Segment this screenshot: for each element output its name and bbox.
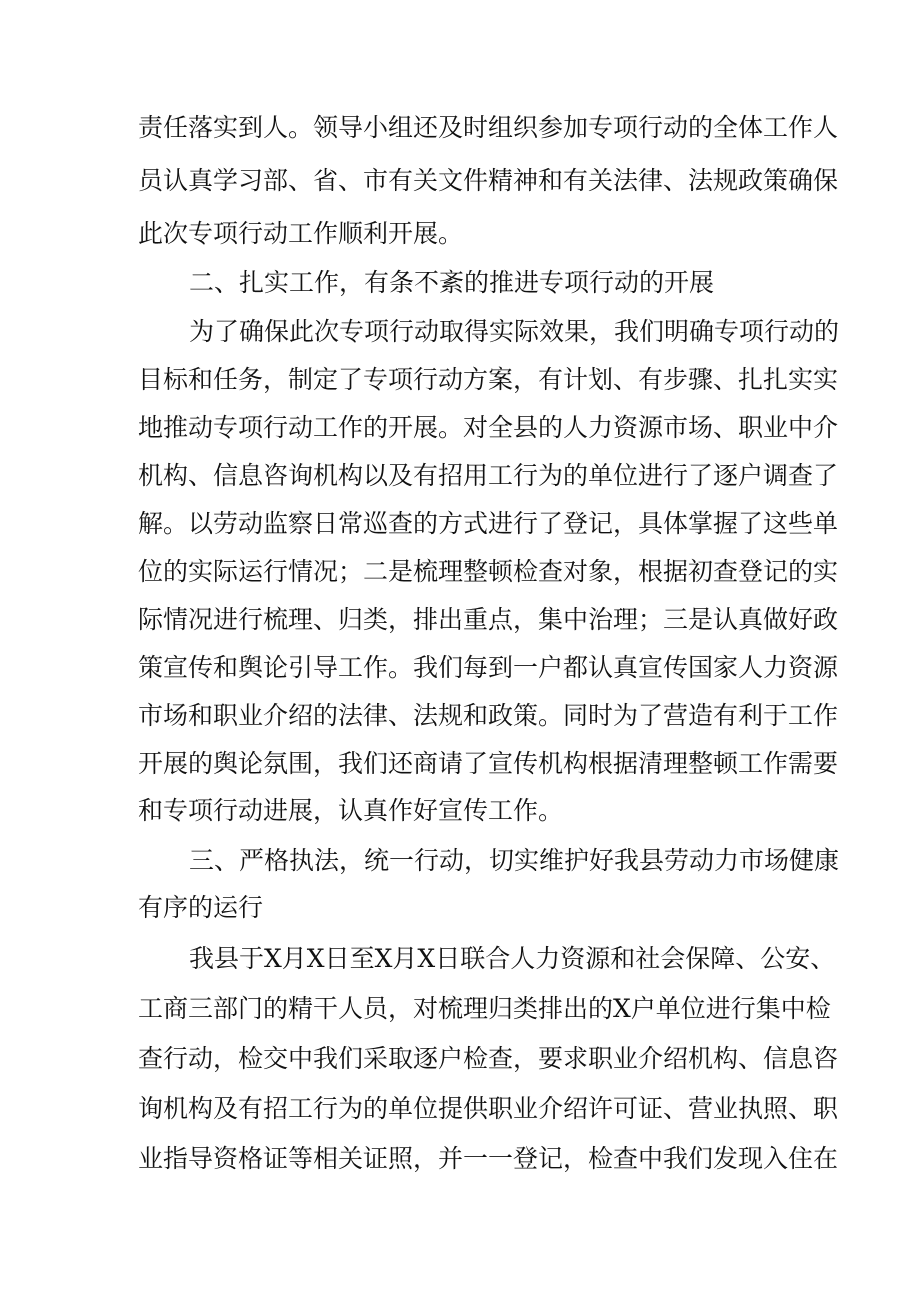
- paragraph-3-line-11: 和专项行动进展，认真作好宣传工作。: [138, 796, 564, 825]
- paragraph-1-line-3: 此次专项行动工作顺利开展。: [138, 219, 464, 248]
- paragraph-3-line-4: 机构、信息咨询机构以及有招用工行为的单位进行了逐户调查了: [138, 461, 839, 490]
- section-heading-3-line-1: 三、严格执法，统一行动，切实维护好我县劳动力市场健康: [189, 846, 840, 875]
- paragraph-3-line-9: 市场和职业介绍的法律、法规和政策。同时为了营造有利于工作: [138, 701, 839, 730]
- paragraph-3-line-8: 策宣传和舆论引导工作。我们每到一户都认真宣传国家人力资源: [138, 653, 839, 682]
- paragraph-3-line-7: 际情况进行梳理、归类，排出重点，集中治理；三是认真做好政: [138, 605, 839, 634]
- paragraph-1-line-2: 员认真学习部、省、市有关文件精神和有关法律、法规政策确保: [138, 166, 839, 195]
- paragraph-5-line-5: 业指导资格证等相关证照，并一一登记，检查中我们发现入住在: [138, 1144, 839, 1173]
- paragraph-3-line-2: 目标和任务，制定了专项行动方案，有计划、有步骤、扎扎实实: [138, 365, 839, 394]
- paragraph-3-line-1: 为了确保此次专项行动取得实际效果，我们明确专项行动的: [189, 317, 840, 346]
- paragraph-3-line-10: 开展的舆论氛围，我们还商请了宣传机构根据清理整顿工作需要: [138, 749, 839, 778]
- paragraph-5-line-1: 我县于X月X日至X月X日联合人力资源和社会保障、公安、: [189, 944, 836, 973]
- section-heading-3-line-2: 有序的运行: [138, 893, 264, 922]
- paragraph-5-line-4: 询机构及有招工行为的单位提供职业介绍许可证、营业执照、职: [138, 1094, 839, 1123]
- paragraph-3-line-5: 解。以劳动监察日常巡查的方式进行了登记，具体掌握了这些单: [138, 509, 839, 538]
- paragraph-5-line-3: 查行动，检交中我们采取逐户检查，要求职业介绍机构、信息咨: [138, 1044, 839, 1073]
- section-heading-2: 二、扎实工作，有条不紊的推进专项行动的开展: [189, 268, 715, 297]
- paragraph-1-line-1: 责任落实到人。领导小组还及时组织参加专项行动的全体工作人: [138, 113, 839, 142]
- paragraph-3-line-6: 位的实际运行情况；二是梳理整顿检查对象，根据初查登记的实: [138, 557, 839, 586]
- paragraph-5-line-2: 工商三部门的精干人员，对梳理归类排出的X户单位进行集中检: [138, 994, 831, 1023]
- paragraph-3-line-3: 地推动专项行动工作的开展。对全县的人力资源市场、职业中介: [138, 413, 839, 442]
